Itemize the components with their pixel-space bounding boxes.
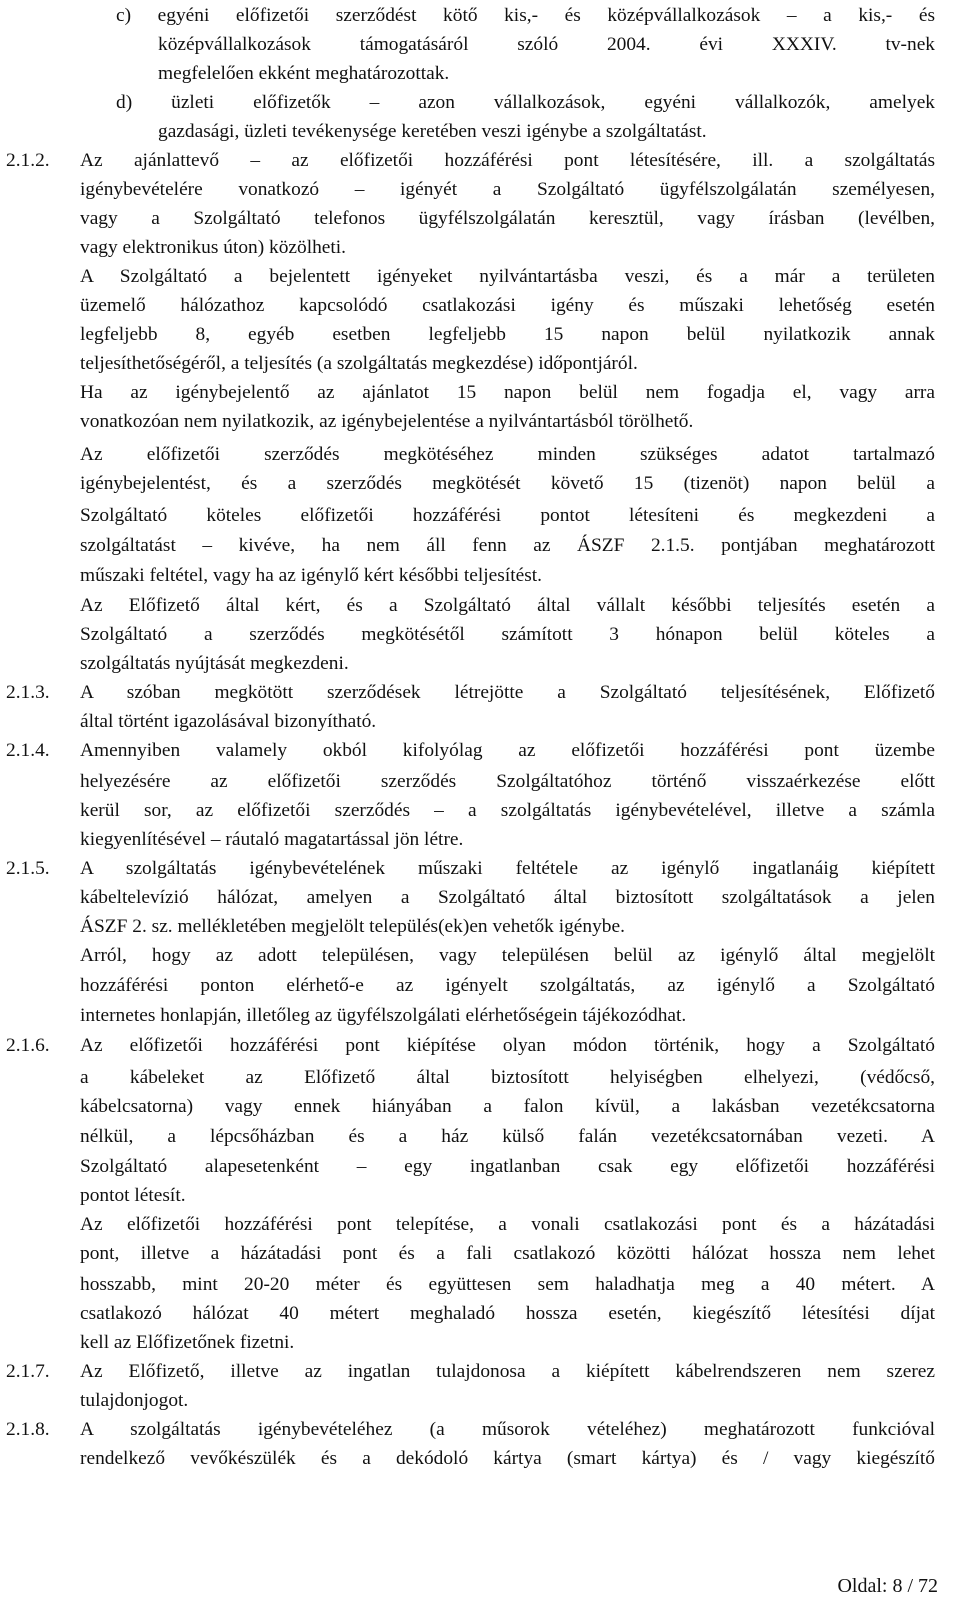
paragraph-text: internetes honlapján, illetőleg az ügyfélszolgálati elérhetőségein tájékozódhat. bbox=[80, 1005, 687, 1026]
paragraph-text: A szolgáltatás igénybevételének műszaki feltétele az igénylő ingatlanáig kiépített bbox=[80, 858, 935, 879]
section-number: 2.1.7. bbox=[6, 1361, 50, 1382]
paragraph-text: megfelelően ekként meghatározottak. bbox=[158, 63, 450, 84]
section-number: 2.1.8. bbox=[6, 1419, 50, 1440]
paragraph-text: Szolgáltató köteles előfizetői hozzáférési pontot létesíteni és megkezdeni a bbox=[80, 505, 935, 526]
paragraph-text: rendelkező vevőkészülék és a dekódoló kártya (smart kártya) és / vagy kiegészítő bbox=[80, 1448, 935, 1469]
page-number: Oldal: 8 / 72 bbox=[837, 1575, 938, 1597]
paragraph-text: hosszabb, mint 20-20 méter és együttesen sem haladhatja meg a 40 métert. A bbox=[80, 1274, 935, 1295]
paragraph-text: vagy elektronikus úton) közölheti. bbox=[80, 237, 347, 258]
paragraph-text: A szolgáltatás igénybevételéhez (a műsorok vételéhez) meghatározott funkcióval bbox=[80, 1419, 935, 1440]
section-number: 2.1.6. bbox=[6, 1035, 50, 1056]
paragraph-text: pontot létesít. bbox=[80, 1185, 186, 1206]
paragraph-text: kábelcsatorna) vagy ennek hiányában a falon kívül, a lakásban vezetékcsatorna bbox=[80, 1096, 935, 1117]
paragraph-text: vagy a Szolgáltató telefonos ügyfélszolgálatán keresztül, vagy írásban (levélben, bbox=[80, 208, 935, 229]
paragraph-text: d) üzleti előfizetők – azon vállalkozások, egyéni vállalkozók, amelyek bbox=[116, 92, 935, 113]
paragraph-text: szolgáltatás nyújtását megkezdeni. bbox=[80, 653, 349, 674]
paragraph-text: Amennyiben valamely okból kifolyólag az előfizetői hozzáférési pont üzembe bbox=[80, 740, 935, 761]
paragraph-text: szolgáltatást – kivéve, ha nem áll fenn az ÁSZF 2.1.5. pontjában meghatározott bbox=[80, 535, 935, 556]
section-number: 2.1.2. bbox=[6, 150, 50, 171]
section-number: 2.1.3. bbox=[6, 682, 50, 703]
paragraph-text: által történt igazolásával bizonyítható. bbox=[80, 711, 377, 732]
paragraph-text: Az Előfizető, illetve az ingatlan tulajdonosa a kiépített kábelrendszeren nem szerez bbox=[80, 1361, 935, 1382]
paragraph-text: A szóban megkötött szerződések létrejötte a Szolgáltató teljesítésének, Előfizető bbox=[80, 682, 935, 703]
paragraph-text: a kábeleket az Előfizető által biztosított helyiségben elhelyezi, (védőcső, bbox=[80, 1067, 935, 1088]
paragraph-text: helyezésére az előfizetői szerződés Szolgáltatóhoz történő visszaérkezése előtt bbox=[80, 771, 935, 792]
paragraph-text: Az ajánlattevő – az előfizetői hozzáférési pont létesítésére, ill. a szolgáltatás bbox=[80, 150, 935, 171]
section-number: 2.1.5. bbox=[6, 858, 50, 879]
paragraph-text: nélkül, a lépcsőházban és a ház külső falán vezetékcsatornában vezeti. A bbox=[80, 1126, 935, 1147]
paragraph-text: hozzáférési ponton elérhető-e az igényelt szolgáltatás, az igénylő a Szolgáltató bbox=[80, 975, 935, 996]
paragraph-text: Az előfizetői hozzáférési pont telepítése, a vonali csatlakozási pont és a házátadási bbox=[80, 1214, 935, 1235]
paragraph-text: legfeljebb 8, egyéb esetben legfeljebb 15 napon belül nyilatkozik annak bbox=[80, 324, 935, 345]
paragraph-text: igénybevételére vonatkozó – igényét a Szolgáltató ügyfélszolgálatán személyesen, bbox=[80, 179, 935, 200]
paragraph-text: A Szolgáltató a bejelentett igényeket nyilvántartásba veszi, és a már a területen bbox=[80, 266, 935, 287]
paragraph-text: Az előfizetői hozzáférési pont kiépítése olyan módon történik, hogy a Szolgáltató bbox=[80, 1035, 935, 1056]
paragraph-text: Szolgáltató a szerződés megkötésétől számított 3 hónapon belül köteles a bbox=[80, 624, 935, 645]
paragraph-text: c) egyéni előfizetői szerződést kötő kis,- és középvállalkozások – a kis,- és bbox=[116, 5, 935, 26]
paragraph-text: pont, illetve a házátadási pont és a fali csatlakozó közötti hálózat hossza nem lehet bbox=[80, 1243, 935, 1264]
paragraph-text: tulajdonjogot. bbox=[80, 1390, 189, 1411]
section-number: 2.1.4. bbox=[6, 740, 50, 761]
paragraph-text: középvállalkozások támogatásáról szóló 2004. évi XXXIV. tv-nek bbox=[158, 34, 935, 55]
paragraph-text: vonatkozóan nem nyilatkozik, az igénybejelentése a nyilvántartásból törölhető. bbox=[80, 411, 694, 432]
paragraph-text: kiegyenlítésével – ráutaló magatartással jön létre. bbox=[80, 829, 464, 850]
paragraph-text: üzemelő hálózathoz kapcsolódó csatlakozási igény és műszaki lehetőség esetén bbox=[80, 295, 935, 316]
paragraph-text: Ha az igénybejelentő az ajánlatot 15 napon belül nem fogadja el, vagy arra bbox=[80, 382, 935, 403]
paragraph-text: Szolgáltató alapesetenként – egy ingatlanban csak egy előfizetői hozzáférési bbox=[80, 1156, 935, 1177]
paragraph-text: teljesíthetőségéről, a teljesítés (a szolgáltatás megkezdése) időpontjáról. bbox=[80, 353, 638, 374]
paragraph-text: gazdasági, üzleti tevékenysége keretében veszi igénybe a szolgáltatást. bbox=[158, 121, 707, 142]
paragraph-text: csatlakozó hálózat 40 métert meghaladó hossza esetén, kiegészítő létesítési díjat bbox=[80, 1303, 935, 1324]
paragraph-text: kerül sor, az előfizetői szerződés – a szolgáltatás igénybevételével, illetve a számla bbox=[80, 800, 935, 821]
paragraph-text: igénybejelentést, és a szerződés megkötését követő 15 (tizenöt) napon belül a bbox=[80, 473, 935, 494]
paragraph-text: Arról, hogy az adott településen, vagy településen belül az igénylő által megjelölt bbox=[80, 945, 935, 966]
paragraph-text: kábeltelevízió hálózat, amelyen a Szolgáltató által biztosított szolgáltatások a jelen bbox=[80, 887, 935, 908]
paragraph-text: ÁSZF 2. sz. mellékletében megjelölt település(ek)en vehetők igénybe. bbox=[80, 916, 625, 937]
paragraph-text: Az előfizetői szerződés megkötéséhez minden szükséges adatot tartalmazó bbox=[80, 444, 935, 465]
paragraph-text: Az Előfizető által kért, és a Szolgáltató által vállalt későbbi teljesítés esetén a bbox=[80, 595, 935, 616]
paragraph-text: kell az Előfizetőnek fizetni. bbox=[80, 1332, 295, 1353]
paragraph-text: műszaki feltétel, vagy ha az igénylő kért későbbi teljesítést. bbox=[80, 565, 542, 586]
